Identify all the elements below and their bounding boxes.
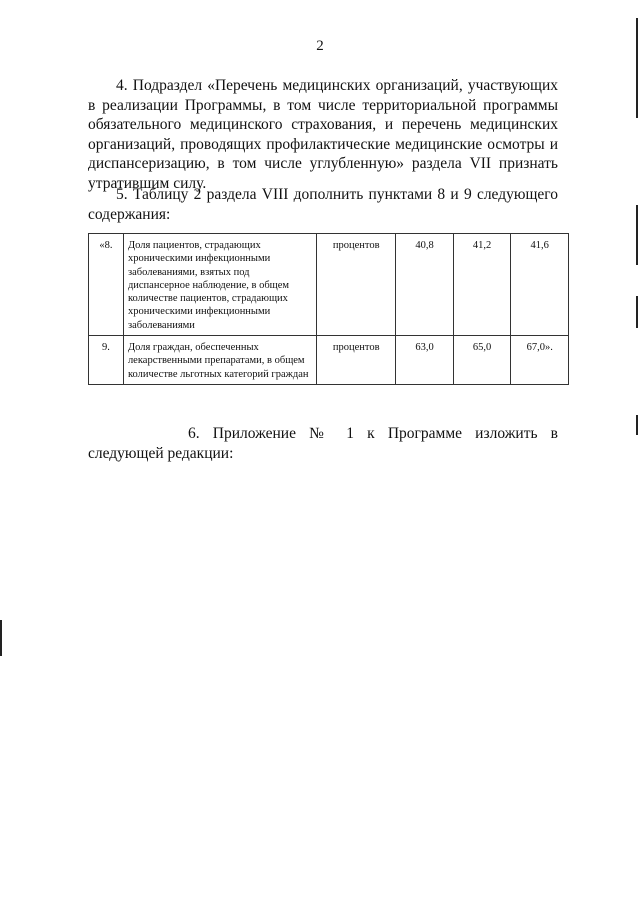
table-cell-value-2: 65,0 [453, 336, 511, 385]
table-cell-value-2: 41,2 [453, 234, 511, 336]
table-cell-value-1: 40,8 [396, 234, 454, 336]
paragraph-item-4 [88, 76, 558, 194]
indicators-table [88, 233, 569, 385]
scan-edge-mark [636, 18, 638, 118]
scan-edge-mark [636, 296, 638, 328]
table-cell-num: «8. [89, 234, 124, 336]
table-cell-value-1: 63,0 [396, 336, 454, 385]
table-cell-value-3: 67,0». [511, 336, 569, 385]
table-cell-unit: процентов [317, 234, 396, 336]
table-row [89, 336, 569, 385]
paragraph-item-6 [88, 424, 558, 463]
scan-edge-mark [636, 415, 638, 435]
page-number: 2 [316, 38, 324, 54]
paragraph-item-5 [88, 185, 558, 224]
paragraph-item-6-text: 6. Приложение № 1 к Программе изложить в следующей редакции: [88, 425, 558, 462]
table-row [89, 234, 569, 336]
scan-edge-mark [636, 205, 638, 265]
table-cell-value-3: 41,6 [511, 234, 569, 336]
table-cell-unit: процентов [317, 336, 396, 385]
paragraph-item-5-text: 5. Таблицу 2 раздела VIII дополнить пунктами 8 и 9 следующего содержания: [88, 186, 558, 223]
paragraph-item-4-text: 4. Подраздел «Перечень медицинских организаций, участвующих в реализации Программы, в том числе территориальной программы обязательного медицинского страхования, и перечень медицинских организаций, проводящих профилактические медицинские осмотры и диспансеризацию, в том числе углубленную» раздела VII признать утратившим силу. [88, 77, 558, 192]
scan-edge-mark [0, 620, 2, 656]
table-cell-num: 9. [89, 336, 124, 385]
table-cell-indicator: Доля пациентов, страдающих хроническими инфекционными заболеваниями, взятых под диспансерное наблюдение, в общем количестве пациентов, страдающих хроническими инфекционными заболеваниями [123, 234, 316, 336]
table-cell-indicator: Доля граждан, обеспеченных лекарственными препаратами, в общем количестве льготных категорий граждан [123, 336, 316, 385]
